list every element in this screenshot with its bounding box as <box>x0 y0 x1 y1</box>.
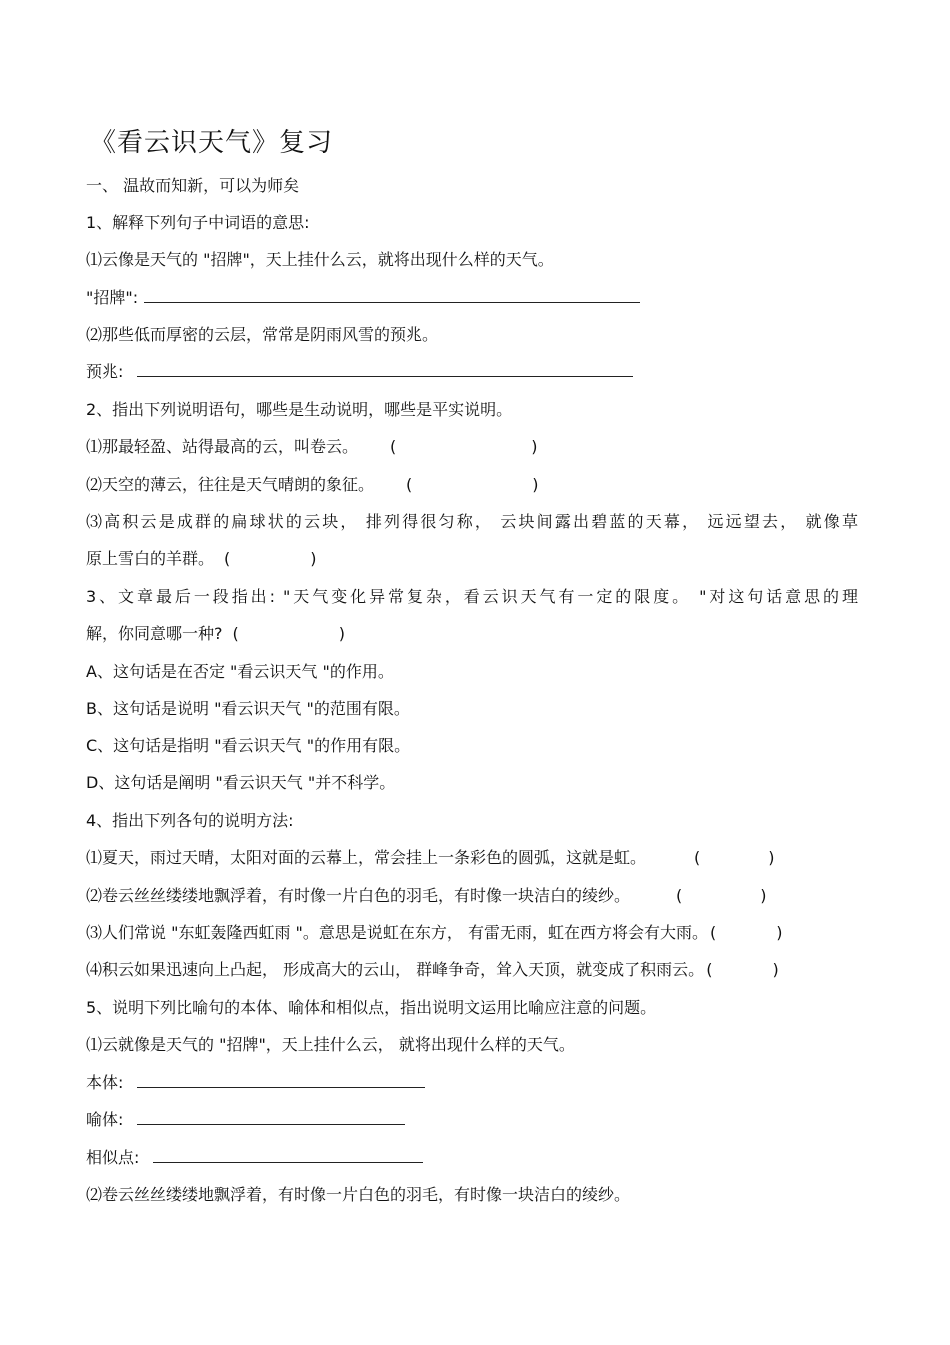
paren-close: ) <box>772 960 779 979</box>
q5-yuti-label: 喻体: <box>86 1110 124 1129</box>
q1-answer-2 <box>86 362 633 382</box>
q5-sentence-2: ⑵卷云丝丝缕缕地飘浮着，有时像一片白色的羽毛，有时像一块洁白的绫纱。 <box>86 1185 631 1204</box>
answer-blank[interactable] <box>144 288 640 303</box>
paren-open: ( <box>224 549 231 568</box>
q5-heading: 5、说明下列比喻句的本体、喻体和相似点，指出说明文运用比喻应注意的问题。 <box>86 998 657 1017</box>
paren-open: ( <box>232 624 239 643</box>
q3-option-a: A、这句话是在否定 "看云识天气 "的作用。 <box>86 662 394 681</box>
q5-xiangsi-label: 相似点: <box>86 1148 140 1167</box>
paren-close: ) <box>768 848 775 867</box>
q1-sentence-2: ⑵那些低而厚密的云层，常常是阴雨风雪的预兆。 <box>86 325 439 344</box>
q4-item-c <box>86 923 782 943</box>
q4-item-a <box>86 848 775 868</box>
q5-xiangsi <box>86 1148 423 1168</box>
q5-sentence-1: ⑴云就像是天气的 "招牌"，天上挂什么云， 就将出现什么样的天气。 <box>86 1035 575 1054</box>
q5-yuti <box>86 1110 405 1130</box>
q1-sentence-1: ⑴云像是天气的 "招牌"，天上挂什么云，就将出现什么样的天气。 <box>86 250 554 269</box>
q3-option-c: C、这句话是指明 "看云识天气 "的作用有限。 <box>86 736 411 755</box>
paren-open: ( <box>390 437 397 456</box>
answer-blank[interactable] <box>137 362 633 377</box>
answer-blank[interactable] <box>137 1110 405 1125</box>
q2-item-c-line1: ⑶高积云是成群的扁球状的云块， 排列得很匀称， 云块间露出碧蓝的天幕， 远远望去， 就像草 <box>86 512 858 531</box>
paren-close: ) <box>760 886 767 905</box>
q2-item-b <box>86 475 539 495</box>
q4-heading: 4、指出下列各句的说明方法: <box>86 811 294 830</box>
answer-blank[interactable] <box>137 1073 425 1088</box>
paren-open: ( <box>694 848 701 867</box>
q3-option-b: B、这句话是说明 "看云识天气 "的范围有限。 <box>86 699 410 718</box>
q2-item-a <box>86 437 538 457</box>
q1-answer-1 <box>86 288 640 308</box>
q4-item-b <box>86 886 767 906</box>
paren-open: ( <box>406 475 413 494</box>
section-heading: 一、 温故而知新，可以为师矣 <box>86 176 300 195</box>
answer-blank[interactable] <box>153 1148 423 1163</box>
paren-open: ( <box>706 960 713 979</box>
q2-item-c-line2 <box>86 549 317 569</box>
paren-open: ( <box>709 923 717 942</box>
paren-close: ) <box>532 475 539 494</box>
q3-line-1: 3、文章最后一段指出: "天气变化异常复杂，看云识天气有一定的限度。 "对这句话意思的理 <box>86 587 858 606</box>
paren-open: ( <box>676 886 683 905</box>
paren-close: ) <box>776 923 783 942</box>
paren-close: ) <box>338 624 345 643</box>
q4-item-c-text: ⑶人们常说 "东虹轰隆西虹雨 "。意思是说虹在东方， 有雷无雨，虹在西方将会有大雨。 <box>86 923 708 942</box>
q3-prompt: 解，你同意哪一种? <box>86 624 223 643</box>
q2-heading: 2、指出下列说明语句，哪些是生动说明，哪些是平实说明。 <box>86 400 513 419</box>
q1-heading: 1、解释下列句子中词语的意思: <box>86 213 310 232</box>
q2-item-c-text: 原上雪白的羊群。 <box>86 549 215 568</box>
q4-item-d <box>86 960 779 980</box>
q4-item-a-text: ⑴夏天，雨过天晴，太阳对面的云幕上，常会挂上一条彩色的圆弧，这就是虹。 <box>86 848 647 867</box>
q5-benti-label: 本体: <box>86 1073 124 1092</box>
q4-item-d-text: ⑷积云如果迅速向上凸起， 形成高大的云山， 群峰争奇，耸入天顶，就变成了积雨云。 <box>86 960 705 979</box>
q4-item-b-text: ⑵卷云丝丝缕缕地飘浮着，有时像一片白色的羽毛，有时像一块洁白的绫纱。 <box>86 886 631 905</box>
q3-option-d: D、这句话是阐明 "看云识天气 "并不科学。 <box>86 773 396 792</box>
q5-benti <box>86 1073 425 1093</box>
q1-answer-1-label: "招牌": <box>86 288 139 307</box>
q1-answer-2-label: 预兆: <box>86 362 124 381</box>
paren-close: ) <box>531 437 538 456</box>
q3-line-2 <box>86 624 345 644</box>
q2-item-a-text: ⑴那最轻盈、站得最高的云，叫卷云。 <box>86 437 359 456</box>
page-title: 《看云识天气》复习 <box>90 128 334 158</box>
q2-item-b-text: ⑵天空的薄云，往往是天气晴朗的象征。 <box>86 475 375 494</box>
paren-close: ) <box>310 549 317 568</box>
